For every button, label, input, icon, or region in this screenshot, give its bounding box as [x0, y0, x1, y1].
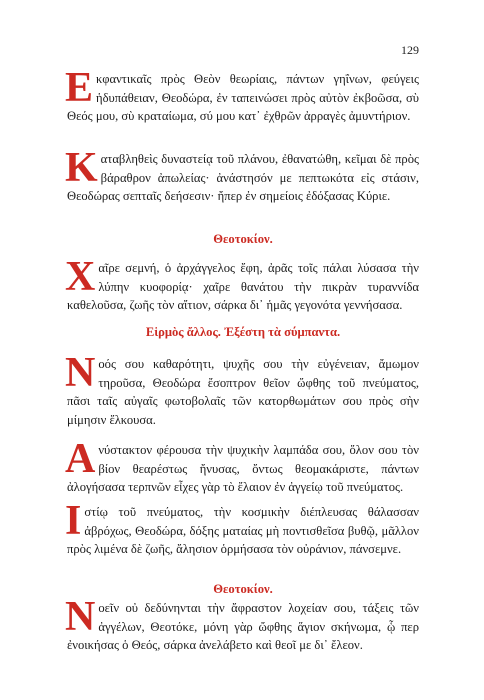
- paragraph-text: νύστακτον φέρουσα τὴν ψυχικὴν λαμπάδα σου, ὅλον σου τὸν βίον θεαρέστως ἤνυσας, ὄντως θεομακάριστε, πάντων ἀλογήσασα τερπνῶν εἶχες γὰρ τὸ ἔλαιον ἐν ἀγγείῳ τοῦ πνεύματος.: [67, 443, 419, 494]
- drop-cap: Χ: [65, 254, 96, 300]
- drop-cap: Ν: [65, 350, 96, 396]
- paragraph-6: [65, 498, 419, 559]
- drop-cap: Κ: [65, 145, 98, 191]
- section-heading-theotokion: Θεοτοκίον.: [213, 232, 273, 246]
- paragraph-text: οεῖν οὐ δεδύνηνται τὴν ἄφραστον λοχείαν σου, τάξεις τῶν ἀγγέλων, Θεοτόκε, μόνη γὰρ ὤφθης ἅγιον σκήνωμα, ᾧ περ ἐνοικήσας ὁ Θεός, σάρκα ἀνελάβετο καὶ θεοῖ με δι᾿ ἔλεον.: [67, 601, 419, 652]
- paragraph-5: [65, 436, 419, 497]
- paragraph-text: αῖρε σεμνή, ὁ ἀρχάγγελος ἔφη, ἀρᾶς τοῖς πάλαι λύσασα τὴν λύπην κυοφορίᾳ· χαῖρε θανάτου τὴν πικρὰν τυραννίδα καθελοῦσα, ζωῆς τὸν αἴτιον, σάρκα δι᾿ ἡμᾶς γεγονότα γεννήσασα.: [67, 261, 419, 312]
- drop-cap: Ι: [65, 498, 82, 544]
- paragraph-2: [65, 145, 419, 206]
- section-heading-heirmos: Εἱρμὸς ἄλλος. Ἐξέστη τὰ σύμπαντα.: [145, 325, 341, 339]
- section-heading-theotokion: Θεοτοκίον.: [213, 582, 273, 596]
- paragraph-3: [65, 254, 419, 315]
- paragraph-text: οός σου καθαρότητι, ψυχῆς σου τὴν εὐγένειαν, ἄμωμον τηροῦσα, Θεοδώρα ἔσοπτρον θεῖον ὤφθης τοῦ πνεύματος, πᾶσι ταῖς αὐγαῖς φωτοβολαῖς τῶν κατορθωμάτων σου πρὸς σὴν μίμησιν ἕλκουσα.: [67, 357, 419, 427]
- paragraph-text: στίῳ τοῦ πνεύματος, τὴν κοσμικὴν διέπλευσας θάλασσαν ἀβρόχως, Θεοδώρα, δόξης ματαίας μὴ ποντισθεῖσα βυθῷ, μᾶλλον πρὸς λιμένα δὲ ζωῆς, ἄλησιον ὁρμήσασα τὸν οὐράνιον, πάνσεμνε.: [67, 505, 419, 556]
- drop-cap: Ν: [65, 594, 96, 640]
- paragraph-4: [65, 350, 419, 429]
- page-number: 129: [401, 43, 419, 57]
- paragraph-7: [65, 594, 419, 655]
- paragraph-1: [65, 65, 419, 126]
- paragraph-text: αταβληθεὶς δυναστείᾳ τοῦ πλάνου, ἐθανατώθη, κεῖμαι δὲ πρὸς βάραθρον ἀπωλείας· ἀνάστησόν με πεπτωκότα εἰς στάσιν, Θεοδώρας σεπταῖς δεήσεσιν· ἤπερ ἐν σημείοις ἐδόξασας Κύριε.: [67, 152, 419, 203]
- drop-cap: Α: [65, 436, 96, 482]
- paragraph-text: κφαντικαῖς πρὸς Θεὸν θεωρίαις, πάντων γηΐνων, φεύγεις ἡδυπάθειαν, Θεοδώρα, ἐν ταπεινώσει πρὸς αὐτὸν ἐκβοῶσα, σὺ Θεός μου, σὺ κραταίωμα, σύ μου κατ᾿ ἐχθρῶν ἀρραγὲς ἀμυντήριον.: [67, 72, 419, 123]
- drop-cap: Ε: [65, 65, 94, 111]
